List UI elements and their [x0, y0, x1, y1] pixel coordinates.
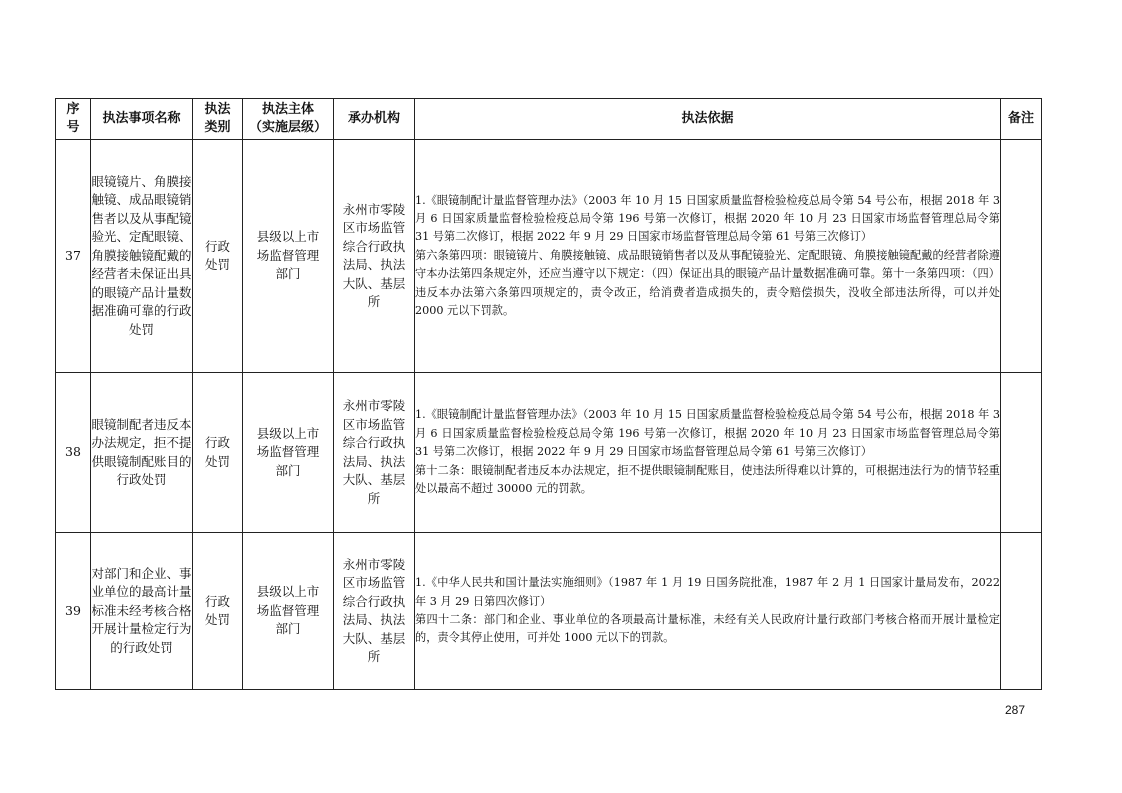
header-subject-line2: （实施层级）: [248, 120, 327, 135]
header-organ: 承办机构: [334, 99, 415, 140]
header-basis: 执法依据: [415, 99, 1001, 140]
row-basis: [415, 140, 1001, 373]
table-row: [56, 373, 1042, 533]
row-remarks: [1001, 533, 1042, 690]
row-subject: 县级以上市场监督管理部门: [243, 533, 334, 690]
table-row: [56, 533, 1042, 690]
row-organ: 永州市零陵区市场监管综合行政执法局、执法大队、基层所: [334, 140, 415, 373]
header-subject-line1: 执法主体: [261, 102, 314, 117]
row-category: 行政处罚: [193, 373, 243, 533]
header-row: [56, 99, 1042, 140]
row-name: 眼镜制配者违反本办法规定，拒不提供眼镜制配账目的行政处罚: [91, 373, 193, 533]
header-category: 执法类别: [193, 99, 243, 140]
row-seq: 39: [56, 533, 91, 690]
row-basis-source: 1.《中华人民共和国计量法实施细则》（1987 年 1 月 19 日国务院批准，1987 年 2 月 1 日国家计量局发布，2022 年 3 月 29 日第四次修订）: [415, 576, 1000, 608]
row-basis: [415, 533, 1001, 690]
row-remarks: [1001, 373, 1042, 533]
header-seq: 序号: [56, 99, 91, 140]
row-basis-source: 1.《眼镜制配计量监督管理办法》（2003 年 10 月 15 日国家质量监督检验检疫总局令第 54 号公布，根据 2018 年 3 月 6 日国家质量监督检验检疫总局令第 196 号第一次修订，根据 2020 年 10 月 23 日国家市场监督管理总局令第 31 号第二次修订，根据 2022 年 9 月 29 日国家市场监督管理总局令第 61 号第三次修订）: [415, 408, 1000, 459]
header-remarks: 备注: [1001, 99, 1042, 140]
row-basis-source: 1.《眼镜制配计量监督管理办法》（2003 年 10 月 15 日国家质量监督检验检疫总局令第 54 号公布，根据 2018 年 3 月 6 日国家质量监督检验检疫总局令第 196 号第一次修订，根据 2020 年 10 月 23 日国家市场监督管理总局令第 31 号第二次修订，根据 2022 年 9 月 29 日国家市场监督管理总局令第 61 号第三次修订）: [415, 193, 1000, 244]
row-basis-article: 第四十二条：部门和企业、事业单位的各项最高计量标准，未经有关人民政府计量行政部门考核合格而开展计量检定的，责令其停止使用，可并处 1000 元以下的罚款。: [415, 613, 1000, 645]
table-row: [56, 140, 1042, 373]
row-subject: 县级以上市场监督管理部门: [243, 373, 334, 533]
row-category: 行政处罚: [193, 140, 243, 373]
page-number: 287: [1005, 703, 1026, 717]
header-name: 执法事项名称: [91, 99, 193, 140]
row-category: 行政处罚: [193, 533, 243, 690]
row-basis-article: 第十二条：眼镜制配者违反本办法规定，拒不提供眼镜制配账目，使违法所得难以计算的，可根据违法行为的情节轻重处以最高不超过 30000 元的罚款。: [415, 463, 1000, 496]
row-seq: 37: [56, 140, 91, 373]
row-basis-article: 第六条第四项：眼镜镜片、角膜接触镜、成品眼镜销售者以及从事配镜验光、定配眼镜、角膜接触镜配戴的经营者除遵守本办法第四条规定外，还应当遵守以下规定：（四）保证出具的眼镜产品计量数据准确可靠。第十一条第四项：（四）违反本办法第六条第四项规定的，责令改正，给消费者造成损失的，责令赔偿损失，没收全部违法所得，可以并处 2000 元以下罚款。: [415, 248, 1000, 318]
enforcement-table: [55, 98, 1042, 690]
row-basis: [415, 373, 1001, 533]
row-name: 眼镜镜片、角膜接触镜、成品眼镜销售者以及从事配镜验光、定配眼镜、角膜接触镜配戴的经营者未保证出具的眼镜产品计量数据准确可靠的行政处罚: [91, 140, 193, 373]
row-subject: 县级以上市场监督管理部门: [243, 140, 334, 373]
header-subject: [243, 99, 334, 140]
row-name: 对部门和企业、事业单位的最高计量标准未经考核合格开展计量检定行为的行政处罚: [91, 533, 193, 690]
row-remarks: [1001, 140, 1042, 373]
row-organ: 永州市零陵区市场监管综合行政执法局、执法大队、基层所: [334, 373, 415, 533]
row-organ: 永州市零陵区市场监管综合行政执法局、执法大队、基层所: [334, 533, 415, 690]
row-seq: 38: [56, 373, 91, 533]
